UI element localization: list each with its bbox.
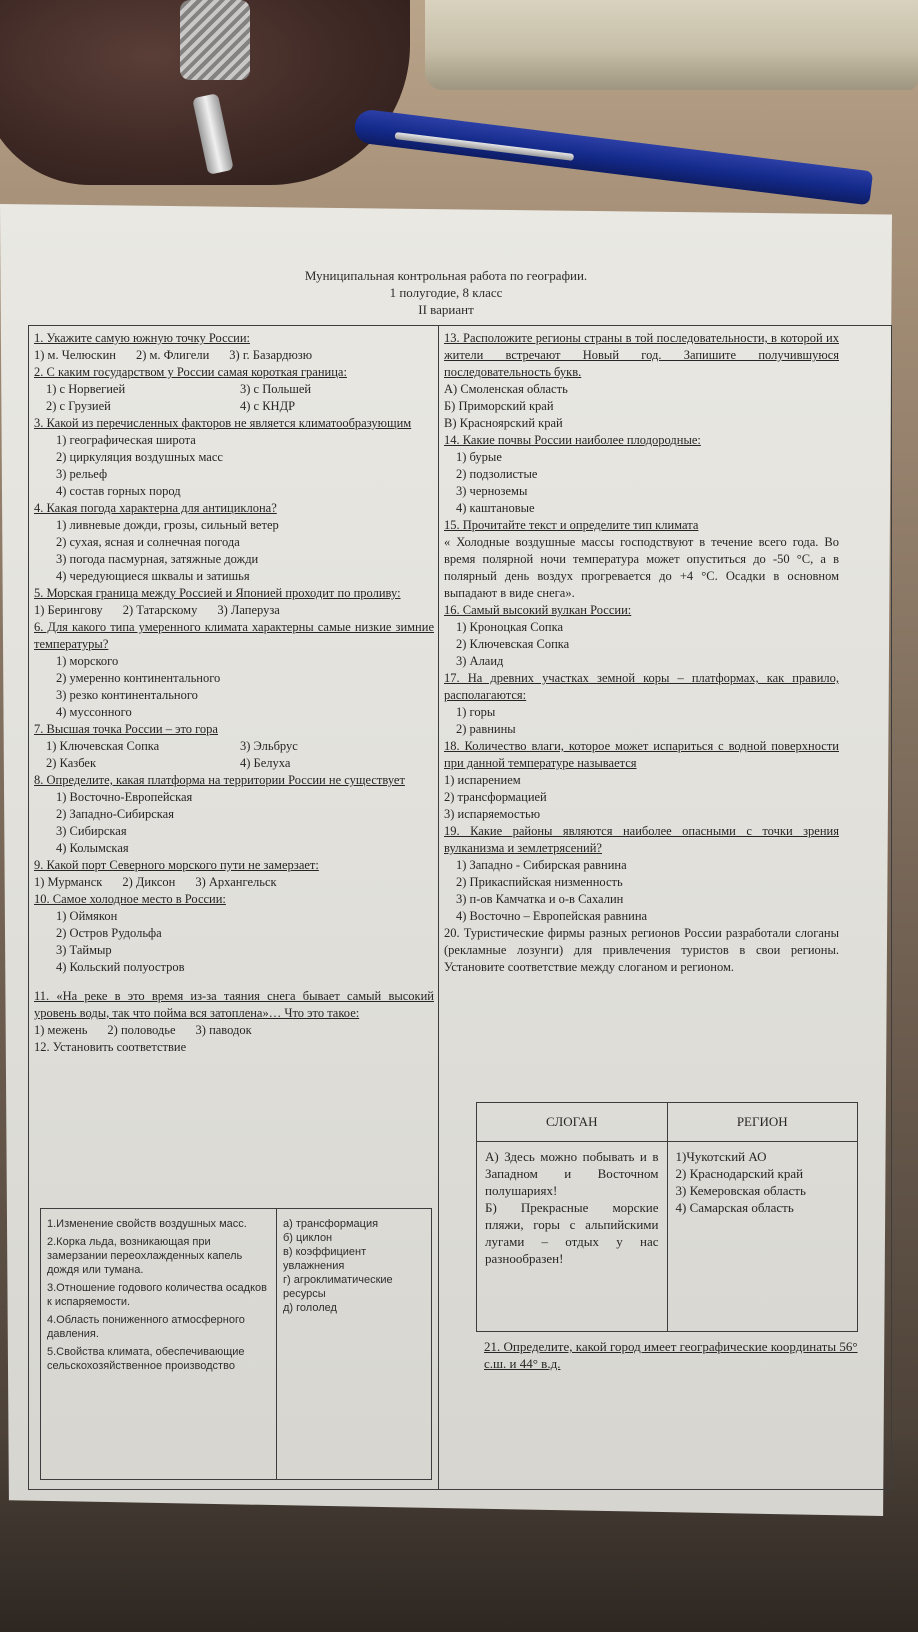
- option: 2) Казбек: [46, 756, 97, 770]
- region: 2) Краснодарский край: [675, 1166, 804, 1181]
- option: 4) каштановые: [456, 501, 535, 515]
- worksheet-title: Муниципальная контрольная работа по географии.: [304, 268, 588, 283]
- option: 1) Оймякон: [56, 909, 118, 923]
- option: 2) Диксон: [122, 875, 176, 889]
- question-8: 8. Определите, какая платформа на территории России не существует: [34, 773, 405, 787]
- options-row: [34, 602, 434, 619]
- option: 3) с Польшей: [240, 382, 312, 396]
- q12-terms-column: [41, 1209, 277, 1479]
- option: 1) морского: [56, 654, 119, 668]
- regions-cell: [668, 1142, 858, 1332]
- option: 3) паводок: [195, 1023, 252, 1037]
- question-1: 1. Укажите самую южную точку России:: [34, 331, 251, 345]
- option: 3) черноземы: [456, 484, 528, 498]
- option: 1) Восточно-Европейская: [56, 790, 193, 804]
- option: 2) м. Флигели: [135, 348, 210, 362]
- question-14: 14. Какие почвы России наиболее плодородные:: [444, 433, 701, 447]
- option: 4) состав горных пород: [56, 484, 181, 498]
- option: 2) трансформацией: [444, 790, 547, 804]
- option: 2) половодье: [107, 1023, 176, 1037]
- options-row: [34, 755, 434, 772]
- question-19: 19. Какие районы являются наиболее опасными с точки зрения вулканизма и землетрясений?: [444, 824, 839, 855]
- question-4: 4. Какая погода характерна для антициклона?: [34, 501, 277, 515]
- q12-definition: б) циклон: [283, 1232, 333, 1244]
- worksheet-variant: II вариант: [418, 302, 474, 317]
- option: 4) Восточно – Европейская равнина: [456, 909, 648, 923]
- option: 1) Кроноцкая Сопка: [456, 620, 564, 634]
- option: 1) Ключевская Сопка: [46, 739, 160, 753]
- options-row: [34, 398, 434, 415]
- option: Б) Приморский край: [444, 399, 554, 413]
- option: 3) погода пасмурная, затяжные дожди: [56, 552, 259, 566]
- option: 2) Западно-Сибирская: [56, 807, 174, 821]
- option: 1) горы: [456, 705, 496, 719]
- option: 3) Архангельск: [195, 875, 277, 889]
- question-13: 13. Расположите регионы страны в той последовательности, в которой их жители встречают Новый год. Запишите получившуюся последовательность букв.: [444, 331, 839, 379]
- slogan-header: СЛОГАН: [477, 1103, 668, 1141]
- option: 1) Западно - Сибирская равнина: [456, 858, 627, 872]
- question-16: 16. Самый высокий вулкан России:: [444, 603, 632, 617]
- slogan-table-q20: [476, 1102, 858, 1332]
- question-12: 12. Установить соответствие: [34, 1040, 187, 1054]
- q12-term: 3.Отношение годового количества осадков к испаряемости.: [47, 1282, 267, 1308]
- option: 1) бурые: [456, 450, 502, 464]
- options-row: [34, 738, 434, 755]
- q12-term: 1.Изменение свойств воздушных масс.: [47, 1218, 247, 1230]
- option: 4) чередующиеся шквалы и затишья: [56, 569, 250, 583]
- option: 3) испаряемостью: [444, 807, 541, 821]
- options-row: [34, 381, 434, 398]
- option: 2) с Грузией: [46, 399, 111, 413]
- q12-term: 5.Свойства климата, обеспечивающие сельскохозяйственное производство: [47, 1346, 245, 1372]
- paper-stack: [425, 0, 918, 90]
- q12-term: 4.Область пониженного атмосферного давления.: [47, 1314, 245, 1340]
- option: 4) муссонного: [56, 705, 132, 719]
- q12-definitions-column: [277, 1209, 431, 1479]
- option: 3) рельеф: [56, 467, 108, 481]
- option: 1) ливневые дожди, грозы, сильный ветер: [56, 518, 279, 532]
- option: 1) м. Челюскин: [34, 348, 116, 362]
- question-17: 17. На древних участках земной коры – платформах, как правило, располагаются:: [444, 671, 839, 702]
- slogan: Б) Прекрасные морские пляжи, горы с альпийскими лугами – отдых у нас разнообразен!: [485, 1200, 659, 1266]
- right-question-column: [444, 330, 839, 976]
- option: 3) Таймыр: [56, 943, 112, 957]
- option: 2) подзолистые: [456, 467, 538, 481]
- option: 4) с КНДР: [240, 399, 296, 413]
- slogan: А) Здесь можно побывать и в Западном и Восточном полушариях!: [485, 1149, 659, 1198]
- option: 3) п-ов Камчатка и о-в Сахалин: [456, 892, 624, 906]
- left-question-column: [34, 330, 434, 1056]
- question-text: « Холодные воздушные массы господствуют в течение всего года. Во время полярной ночи температура может опуститься до -50 °С, а в полярный день воздух прогревается до +4 °С. Осадки в основном выпадают в виде снега».: [444, 535, 839, 600]
- option: 3) резко континентального: [56, 688, 198, 702]
- option: 3) г. Базардюзю: [229, 348, 313, 362]
- option: 4) Колымская: [56, 841, 129, 855]
- region-header: РЕГИОН: [736, 1114, 788, 1129]
- option: 2) Ключевская Сопка: [456, 637, 570, 651]
- option: 2) умеренно континентального: [56, 671, 221, 685]
- question-11: 11. «На реке в это время из-за таяния снега бывает самый высокий уровень воды, так что пойма вся затоплена»… Что это такое:: [34, 989, 434, 1020]
- option: А) Смоленская область: [444, 382, 568, 396]
- question-text: 20. Туристические фирмы разных регионов России разработали слоганы (рекламные лозунги) для привлечения туристов в свои регионы. Установите соответствие между слоганом и регионом.: [444, 926, 839, 974]
- region: 4) Самарская область: [675, 1200, 794, 1215]
- option: 2) сухая, ясная и солнечная погода: [56, 535, 240, 549]
- option: 3) Лаперуза: [217, 603, 280, 617]
- option: 2) Остров Рудольфа: [56, 926, 162, 940]
- question-5: 5. Морская граница между Россией и Японией проходит по проливу:: [34, 586, 401, 600]
- q12-term: 2.Корка льда, возникающая при замерзании переохлажденных капель дождя или тумана.: [47, 1236, 243, 1276]
- option: 3) Сибирская: [56, 824, 127, 838]
- options-row: [34, 874, 434, 891]
- region: 3) Кемеровская область: [675, 1183, 806, 1198]
- option: 3) Алаид: [456, 654, 504, 668]
- q12-definition: а) трансформация: [283, 1218, 379, 1230]
- option: 1) с Норвегией: [46, 382, 126, 396]
- region: 1)Чукотский АО: [675, 1149, 767, 1164]
- option: 4) Кольский полуостров: [56, 960, 185, 974]
- option: 1) Мурманск: [34, 875, 103, 889]
- matching-table-q12: [40, 1208, 432, 1480]
- q12-definition: в) коэффициент увлажнения: [283, 1246, 367, 1272]
- question-15: 15. Прочитайте текст и определите тип климата: [444, 518, 699, 532]
- question-18: 18. Количество влаги, которое может испариться с водной поверхности при данной температуре называется: [444, 739, 839, 770]
- question-6: 6. Для какого типа умеренного климата характерны самые низкие зимние температуры?: [34, 620, 434, 651]
- question-2: 2. С каким государством у России самая короткая граница:: [34, 365, 347, 379]
- q12-definition: г) агроклиматические ресурсы: [283, 1274, 393, 1300]
- option: 1) географическая широта: [56, 433, 196, 447]
- question-9: 9. Какой порт Северного морского пути не замерзает:: [34, 858, 319, 872]
- option: 2) равнины: [456, 722, 516, 736]
- option: В) Красноярский край: [444, 416, 563, 430]
- option: 1) Берингову: [34, 603, 103, 617]
- option: 2) Прикаспийская низменность: [456, 875, 623, 889]
- question-7: 7. Высшая точка России – это гора: [34, 722, 218, 736]
- options-row: [34, 1022, 434, 1039]
- options-row: [34, 347, 434, 364]
- column-divider: [438, 325, 439, 1490]
- question-10: 10. Самое холодное место в России:: [34, 892, 226, 906]
- q12-definition: д) гололед: [283, 1302, 337, 1314]
- question-21: 21. Определите, какой город имеет географические координаты 56° с.ш. и 44° в.д.: [484, 1339, 858, 1371]
- worksheet-subtitle: 1 полугодие, 8 класс: [389, 285, 503, 300]
- option: 3) Эльбрус: [240, 739, 298, 753]
- option: 2) циркуляция воздушных масс: [56, 450, 223, 464]
- zipper: [180, 0, 250, 80]
- option: 2) Татарскому: [122, 603, 198, 617]
- option: 1) испарением: [444, 773, 521, 787]
- option: 1) межень: [34, 1023, 88, 1037]
- slogans-cell: [477, 1142, 668, 1332]
- question-3: 3. Какой из перечисленных факторов не является климатообразующим: [34, 416, 412, 430]
- option: 4) Белуха: [240, 756, 291, 770]
